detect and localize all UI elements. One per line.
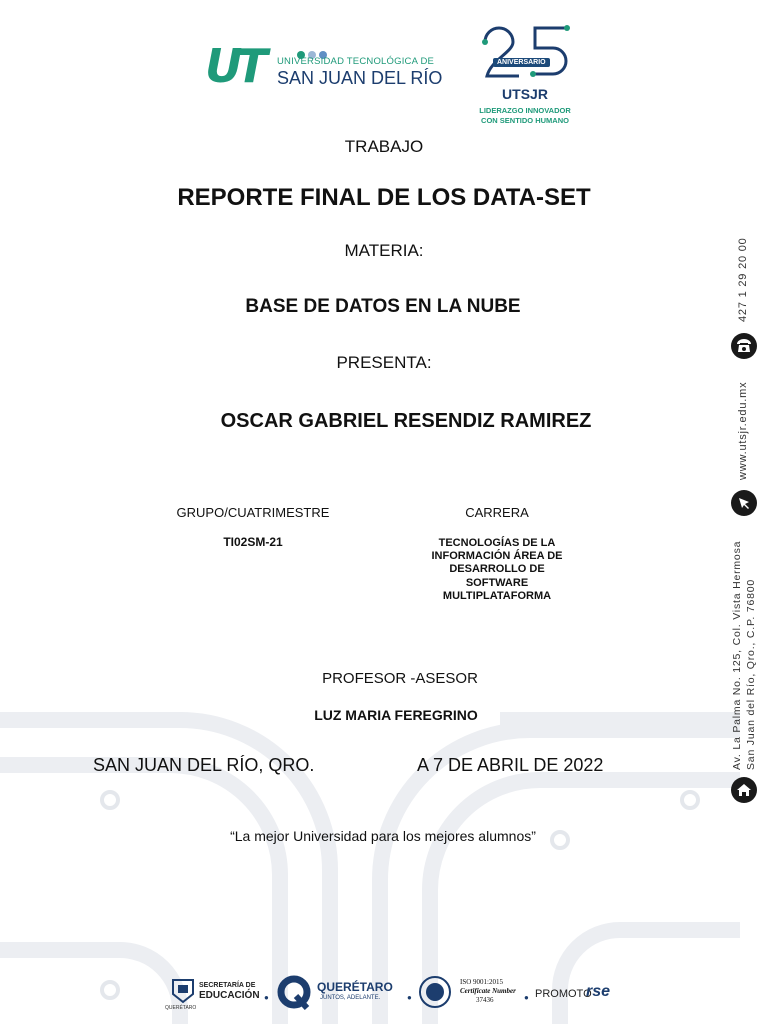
document-title: REPORTE FINAL DE LOS DATA-SET (177, 184, 591, 211)
anniversary-tagline-2: CON SENTIDO HUMANO (481, 116, 569, 125)
address-line1: Av. La Palma No. 125, Col. Vista Hermosa (731, 540, 743, 770)
presenta-label: PRESENTA: (336, 353, 432, 372)
separator-dot: ● (264, 993, 269, 1002)
iso-certification-logo (418, 972, 528, 1014)
website: www.utsjr.edu.mx (737, 381, 749, 480)
rse-text: rse (586, 983, 611, 1000)
university-name-line1: UNIVERSIDAD TECNOLÓGICA DE (277, 56, 435, 67)
carrera-line: DESARROLLO DE (449, 563, 545, 576)
carrera-label: CARRERA (465, 505, 529, 520)
profesor-label: PROFESOR -ASESOR (322, 670, 478, 687)
profesor-name: LUZ MARIA FEREGRINO (314, 707, 478, 723)
sep-line2: EDUCACIÓN (199, 990, 260, 1001)
iso-line3: 37436 (476, 996, 494, 1004)
phone-number: 427 1 29 20 00 (737, 237, 749, 322)
university-name-line2: SAN JUAN DEL RÍO (277, 68, 443, 88)
sep-line1: SECRETARÍA DE (199, 982, 256, 989)
grupo-value: TI02SM-21 (223, 535, 283, 549)
home-icon (731, 777, 757, 803)
grupo-label: GRUPO/CUATRIMESTRE (176, 505, 330, 520)
sep-emblem-icon (171, 976, 195, 1004)
motto: “La mejor Universidad para los mejores alumnos” (230, 828, 536, 844)
separator-dot: ● (524, 993, 529, 1002)
queretaro-slogan: JUNTOS, ADELANTE. (320, 995, 381, 1001)
anniversary-logo (475, 22, 585, 130)
address-line2: San Juan del Río, Qro., C.P. 76800 (745, 578, 757, 770)
carrera-value (397, 537, 597, 603)
carrera-line: MULTIPLATAFORMA (442, 589, 552, 602)
queretaro-q-icon (276, 974, 312, 1010)
queretaro-logo (276, 972, 406, 1014)
queretaro-name: QUERÉTARO (317, 980, 393, 994)
trabajo-label: TRABAJO (344, 137, 424, 156)
materia-value: BASE DE DATOS EN LA NUBE (245, 296, 521, 317)
iso-line1: ISO 9001:2015 (460, 978, 503, 986)
university-logo (205, 39, 443, 93)
sep-sub: QUERÉTARO (165, 1005, 197, 1011)
iso-seal-icon (418, 975, 452, 1009)
carrera-line: INFORMACIÓN ÁREA DE (431, 550, 563, 563)
promoto-text: PROMOTO (535, 988, 592, 1000)
place: SAN JUAN DEL RÍO, QRO. (93, 755, 315, 775)
logo-dots (297, 46, 337, 56)
sep-logo (165, 972, 265, 1014)
iso-line2: Certificate Number (460, 987, 516, 995)
phone-icon (731, 333, 757, 359)
anniversary-tagline-1: LIDERAZGO INNOVADOR (479, 106, 571, 115)
carrera-line: TECNOLOGÍAS DE LA (438, 537, 556, 549)
anniversary-25-graphic (479, 22, 573, 84)
carrera-line: SOFTWARE (465, 576, 529, 589)
separator-dot: ● (407, 993, 412, 1002)
ut-logo-mark: UT (205, 39, 262, 93)
anniversary-name: UTSJR (502, 86, 548, 102)
anniversary-badge: ANIVERSARIO (493, 58, 550, 67)
student-name: OSCAR GABRIEL RESENDIZ RAMIREZ (220, 410, 592, 432)
promotorse-logo (535, 972, 625, 1014)
cursor-icon (731, 490, 757, 516)
date: A 7 DE ABRIL DE 2022 (417, 755, 604, 775)
materia-label: MATERIA: (344, 241, 424, 260)
